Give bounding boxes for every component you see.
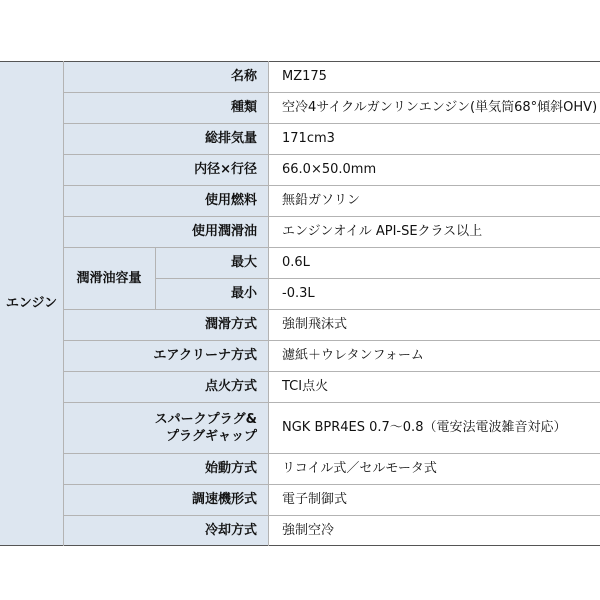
- spec-value-air-cleaner: 濾紙＋ウレタンフォーム: [268, 340, 600, 371]
- spec-label-air-cleaner: エアクリーナ方式: [63, 340, 268, 371]
- spec-label-cooling: 冷却方式: [63, 515, 268, 546]
- spec-value-governor: 電子制御式: [268, 484, 600, 515]
- spec-label-starting: 始動方式: [63, 453, 268, 484]
- spec-label-name: 名称: [63, 61, 268, 92]
- spec-value-bore-stroke: 66.0×50.0mm: [268, 154, 600, 185]
- spec-value-lubricant: エンジンオイル API-SEクラス以上: [268, 216, 600, 247]
- spec-label-lubricant: 使用潤滑油: [63, 216, 268, 247]
- oil-capacity-group-label: 潤滑油容量: [63, 247, 155, 309]
- table-top-border: [0, 61, 600, 62]
- spec-label-fuel: 使用燃料: [63, 185, 268, 216]
- spec-value-cooling: 強制空冷: [268, 515, 600, 546]
- row-divider: [63, 402, 600, 403]
- spec-label-ignition: 点火方式: [63, 371, 268, 402]
- row-divider: [63, 515, 600, 516]
- column-divider: [63, 61, 64, 546]
- spec-value-ignition: TCI点火: [268, 371, 600, 402]
- row-divider: [63, 247, 600, 248]
- spec-value-displacement: 171cm3: [268, 123, 600, 154]
- row-divider: [63, 216, 600, 217]
- category-cell-engine: エンジン: [0, 61, 63, 546]
- row-divider: [63, 92, 600, 93]
- spec-label-spark-plug-line2: プラグギャップ: [165, 428, 257, 444]
- row-divider: [63, 453, 600, 454]
- spec-value-oil-max: 0.6L: [268, 247, 600, 278]
- engine-spec-table: [0, 61, 600, 546]
- spec-label-oil-max: 最大: [155, 247, 268, 278]
- spec-label-governor: 調速機形式: [63, 484, 268, 515]
- spec-value-fuel: 無鉛ガソリン: [268, 185, 600, 216]
- spec-value-spark-plug: NGK BPR4ES 0.7～0.8（電安法電波雑音対応）: [268, 402, 600, 453]
- row-divider: [155, 278, 600, 279]
- column-divider: [268, 61, 269, 546]
- row-divider: [63, 309, 600, 310]
- spec-value-name: MZ175: [268, 61, 600, 92]
- row-divider: [63, 371, 600, 372]
- spec-label-lubrication-method: 潤滑方式: [63, 309, 268, 340]
- spec-value-lubrication-method: 強制飛沫式: [268, 309, 600, 340]
- spec-label-spark-plug: [63, 402, 268, 453]
- column-divider: [155, 247, 156, 309]
- row-divider: [63, 484, 600, 485]
- row-divider: [63, 185, 600, 186]
- row-divider: [63, 123, 600, 124]
- spec-label-oil-min: 最小: [155, 278, 268, 309]
- spec-value-type: 空冷4サイクルガンリンエンジン(単気筒68°傾斜OHV): [268, 92, 600, 123]
- spec-label-spark-plug-line1: スパークプラグ&: [154, 411, 257, 427]
- spec-label-displacement: 総排気量: [63, 123, 268, 154]
- spec-label-type: 種類: [63, 92, 268, 123]
- row-divider: [63, 340, 600, 341]
- spec-value-oil-min: -0.3L: [268, 278, 600, 309]
- table-bottom-border: [0, 545, 600, 546]
- row-divider: [63, 154, 600, 155]
- spec-label-bore-stroke: 内径×行径: [63, 154, 268, 185]
- spec-value-starting: リコイル式／セルモータ式: [268, 453, 600, 484]
